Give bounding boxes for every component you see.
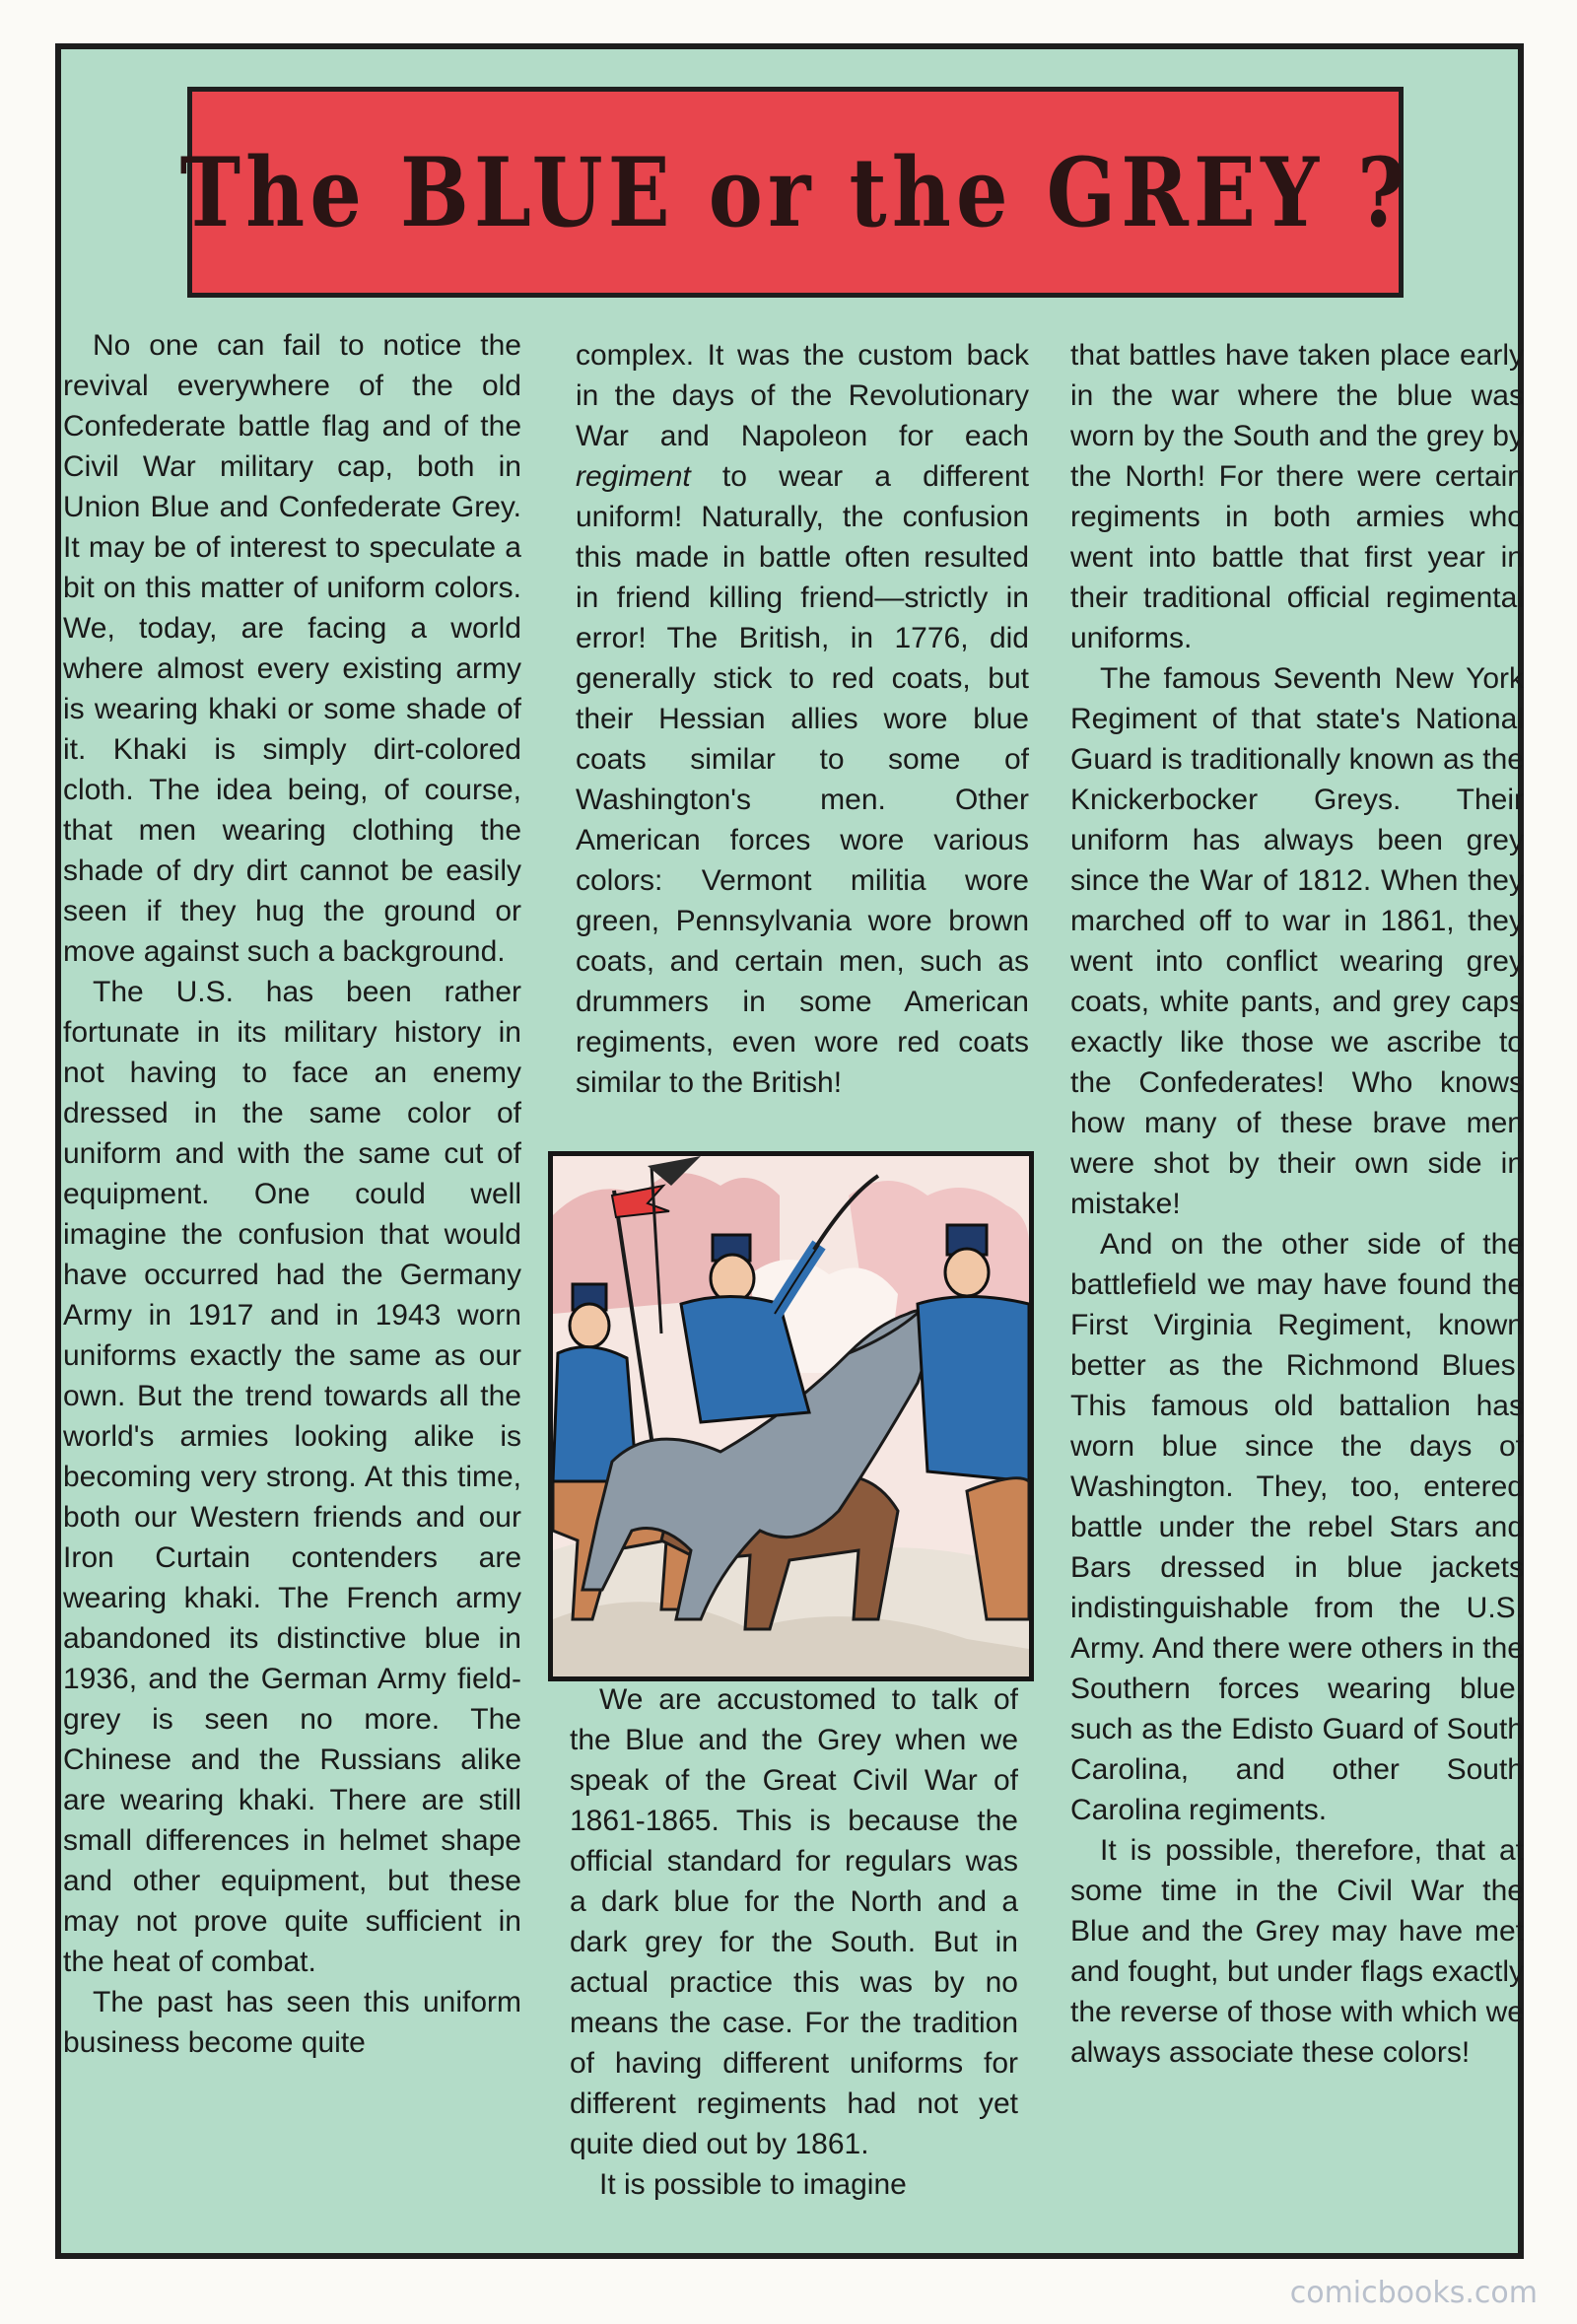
paragraph: The U.S. has been rather fortunate in its military history in not having to face an enemy dressed in the same color of uniform and with the same cut of equipment. One could well imagine the confusion that would have occurred had the Germany Army in 1917 and in 1943 worn uniforms exactly the same as our own. But the trend towards all the world's armies looking alike is becoming very strong. At this time, both our Western friends and our Iron Curtain contenders are wearing khaki. The French army abandoned its distinctive blue in 1936, and the German Army field-grey is seen no more. The Chinese and the Russians alike are wearing khaki. There are still small differences in helmet shape and other equipment, but these may not prove quite sufficient in the heat of combat. [63, 976, 521, 1978]
paragraph: It is possible to imagine [599, 2168, 907, 2201]
paragraph: It is possible, therefore, that at some time in the Civil War the Blue and the Grey may have met and fought, but under flags exactly the reverse of those with which we always associate these colors! [1070, 1834, 1524, 2069]
title-banner [179, 87, 1411, 298]
paragraph: The famous Seventh New York Regiment of that state's National Guard is traditionally known as the Knickerbocker Greys. Their uniform has always been grey since the War of 1812. When they marched off to war in 1861, they went into conflict wearing grey coats, white pants, and grey caps exactly like those we ascribe to the Confederates! Who knows how many of these brave men were shot by their own side in mistake! [1070, 662, 1524, 1220]
site-watermark: comicbooks.com [1289, 2276, 1538, 2310]
text-column-1 [63, 325, 521, 2063]
paragraph: No one can fail to notice the revival everywhere of the old Confederate battle flag and of the Civil War military cap, both in Union Blue and Confederate Grey. It may be of interest to speculate a bit on this matter of uniform colors. We, today, are facing a world where almost every existing army is wearing khaki or some shade of it. Khaki is simply dirt-colored cloth. The idea being, of course, that men wearing clothing the shade of dry dirt cannot be easily seen if they hug the ground or move against such a background. [63, 329, 521, 968]
cavalry-illustration [548, 1151, 1034, 1681]
emphasis-text: regiment [576, 460, 691, 493]
article-title: The BLUE or the GREY ? [179, 136, 1411, 248]
text-column-3 [1070, 335, 1524, 2073]
paragraph: And on the other side of the battlefield we may have found the First Virginia Regiment, known better as the Richmond Blues. This famous old battalion has worn blue since the days of Washington. They, too, entered battle under the rebel Stars and Bars dressed in blue jackets indistinguishable from the U.S. Army. And there were others in the Southern forces wearing blue, such as the Edisto Guard of South Carolina, and other South Carolina regiments. [1070, 1228, 1524, 1826]
text-column-2-bottom [570, 1679, 1018, 2205]
text-run: to wear a different uniform! Naturally, the confusion this made in battle often resulted in friend killing friend—strictly in error! The British, in 1776, did generally stick to red coats, but their Hessian allies wore blue coats similar to some of Washington's men. Other American forces wore various colors: Vermont militia wore green, Pennsylvania wore brown coats, and certain men, such as drummers in some American regiments, even wore red coats similar to the British! [576, 460, 1029, 1099]
text-column-2-top [576, 335, 1029, 1103]
text-run: complex. It was the custom back in the days of the Revolutionary War and Napoleon for each [576, 339, 1029, 452]
paragraph: The past has seen this uniform business become quite [63, 1986, 521, 2059]
paragraph [576, 335, 1029, 1103]
paragraph: that battles have taken place early in the war where the blue was worn by the South and the grey by the North! For there were certain regiments in both armies who went into battle that first year in their traditional official regimental uniforms. [1070, 339, 1524, 654]
paragraph: We are accustomed to talk of the Blue and the Grey when we speak of the Great Civil War of 1861-1865. This is because the official standard for regulars was a dark blue for the North and a dark grey for the South. But in actual practice this was by no means the case. For the tradition of having different uniforms for different regiments had not yet quite died out by 1861. [570, 1683, 1018, 2160]
